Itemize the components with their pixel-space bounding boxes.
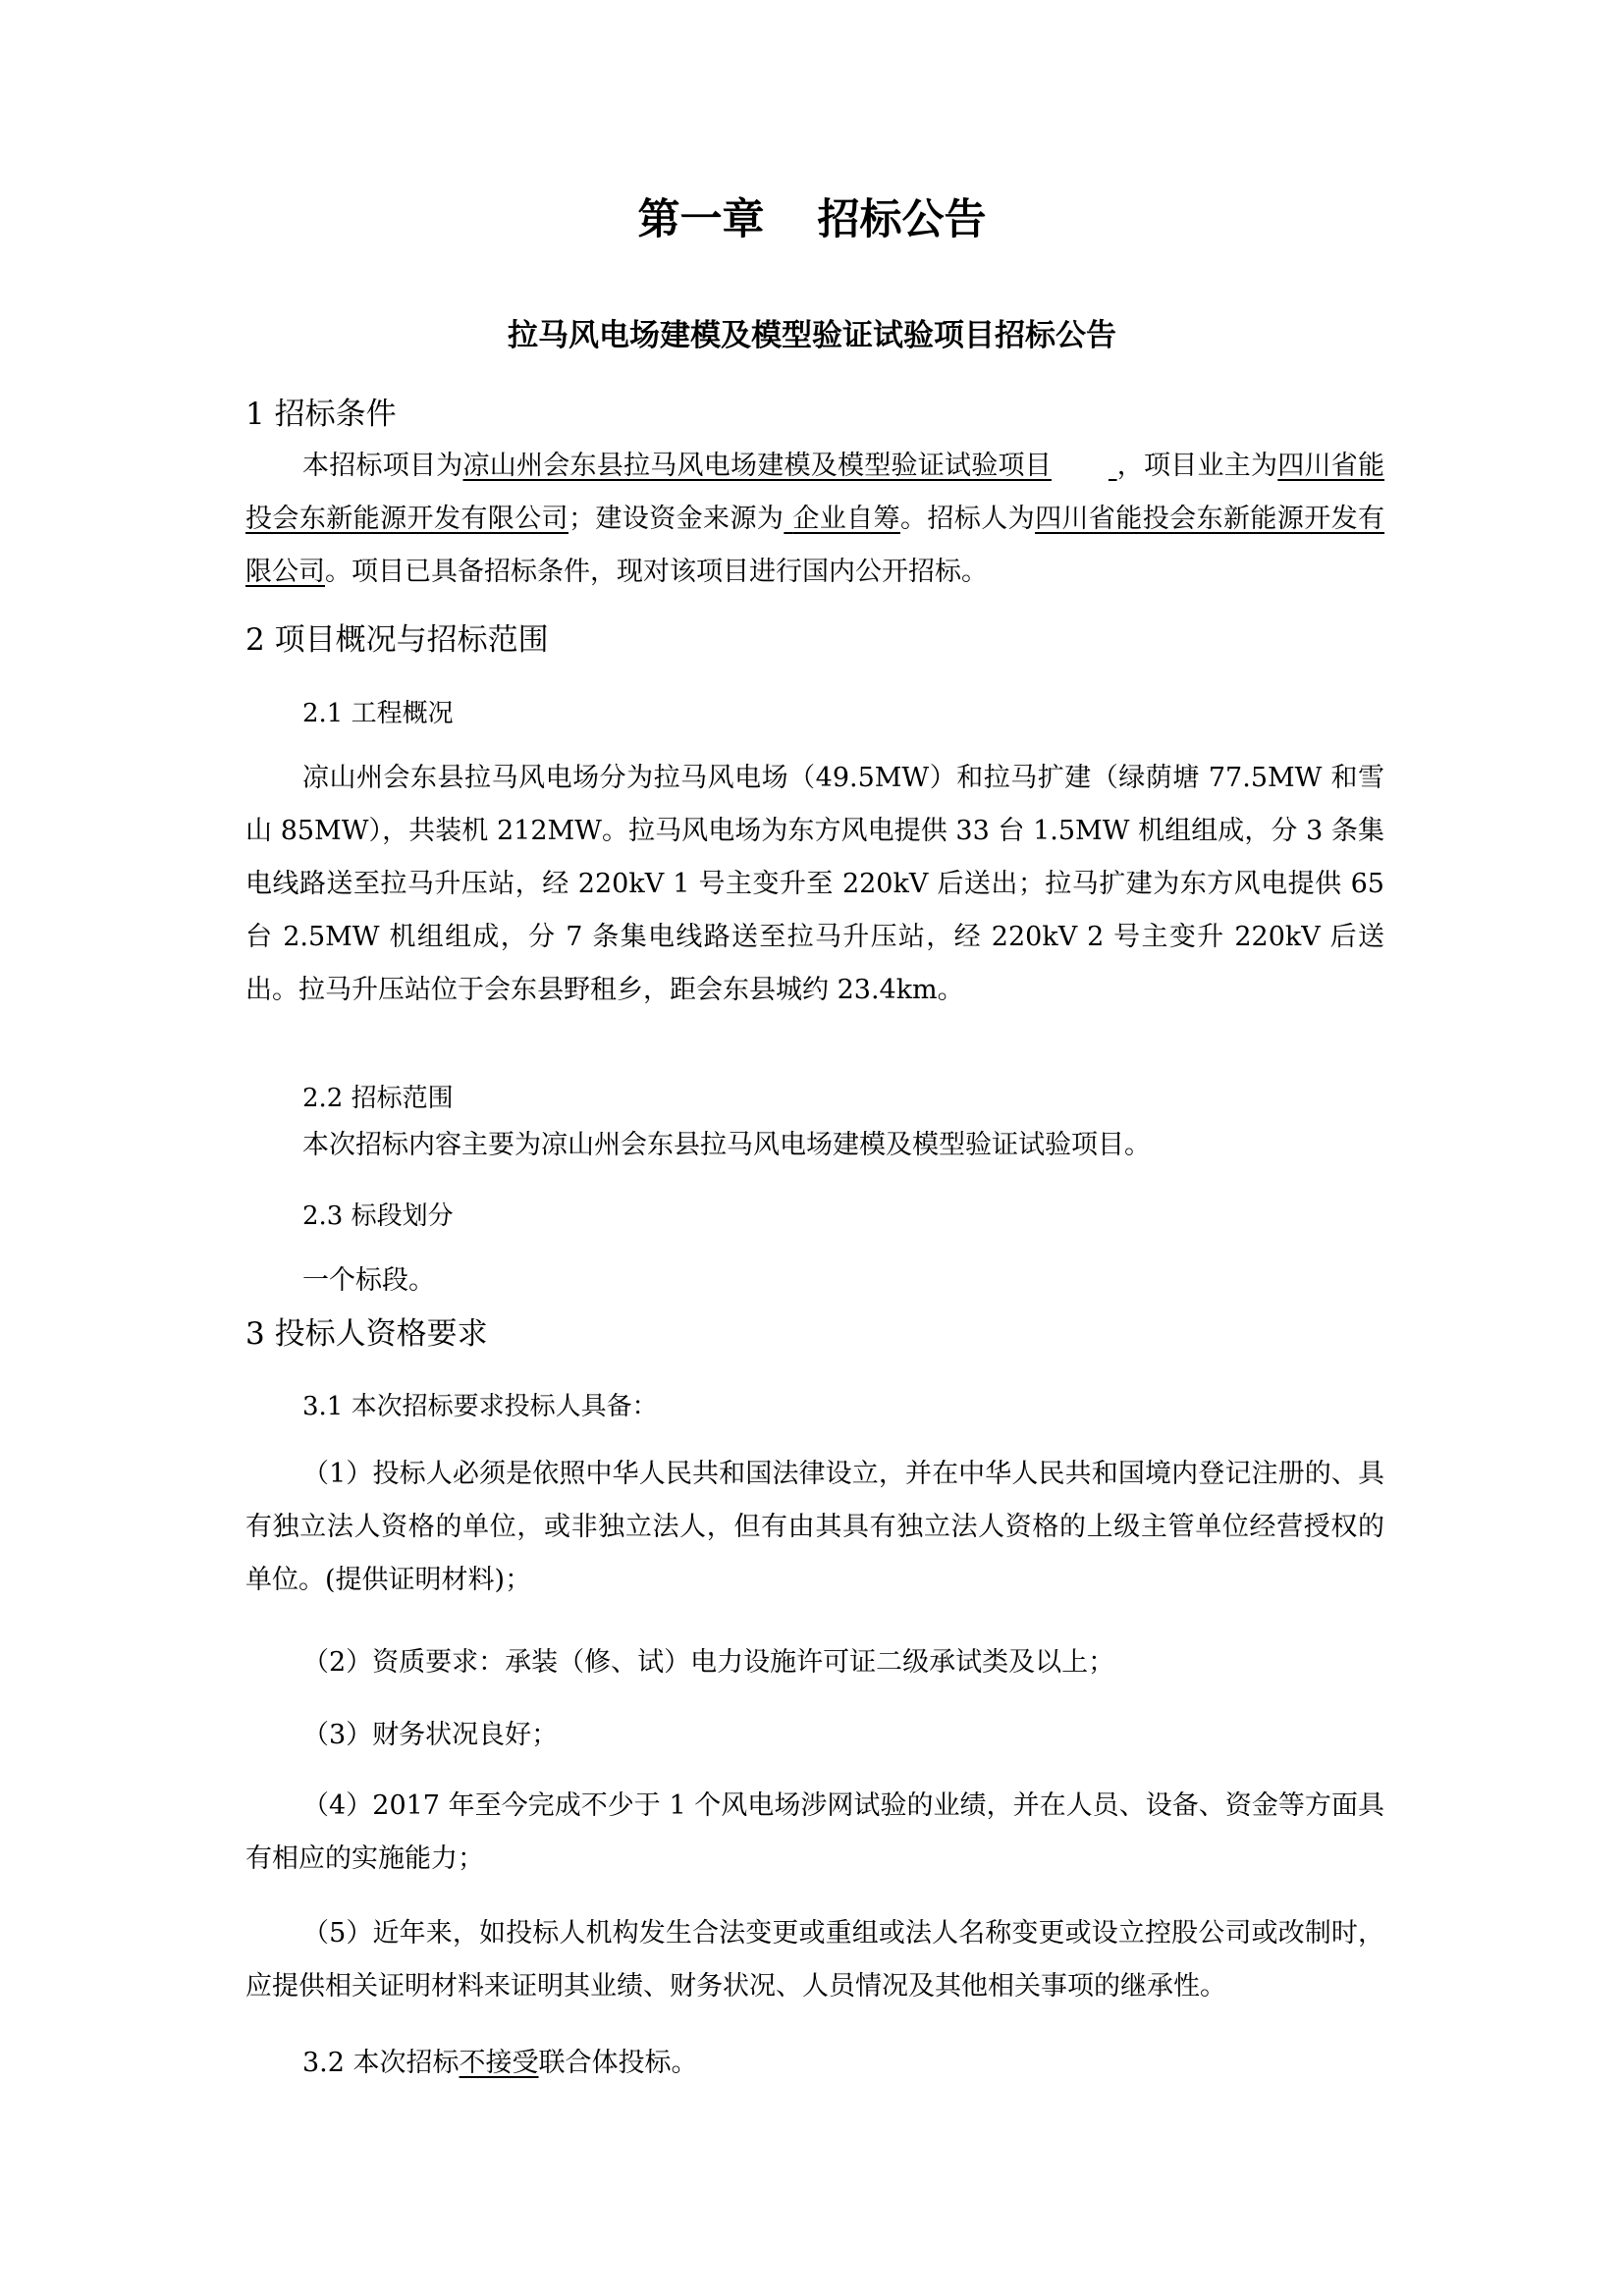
- section-3-1-heading: 3.1 本次招标要求投标人具备：: [302, 1392, 658, 1421]
- section-3-2-paragraph: [245, 2037, 1384, 2090]
- announcement-title: 拉马风电场建模及模型验证试验项目招标公告: [508, 318, 1116, 353]
- requirement-item-5: （5）近年来，如投标人机构发生合法变更或重组或法人名称变更或设立控股公司或改制时，应提供相关证明材料来证明其业绩、财务状况、人员情况及其他相关事项的继承性。: [245, 1918, 1384, 2002]
- section-2-2-heading: 2.2 招标范围: [302, 1084, 454, 1113]
- project-name-underline-tail: [1052, 440, 1117, 493]
- s1-text-e: 。项目已具备招标条件，现对该项目进行国内公开招标。: [325, 557, 988, 587]
- requirement-item-3: （3）财务状况良好；: [302, 1720, 559, 1750]
- fund-source: [784, 504, 900, 534]
- section-1-heading: 1 招标条件: [245, 397, 397, 432]
- section-2-2-paragraph: 本次招标内容主要为凉山州会东县拉马风电场建模及模型验证试验项目。: [302, 1130, 1151, 1160]
- section-2-3-paragraph: 一个标段。: [302, 1265, 435, 1296]
- section-2-1-heading: 2.1 工程概况: [302, 699, 454, 728]
- section-2-3-heading: 2.3 标段划分: [302, 1201, 454, 1231]
- s1-text-d: 。招标人为: [899, 504, 1036, 534]
- chapter-number: 第一章: [637, 195, 765, 244]
- requirement-item-4: （4）2017 年至今完成不少于 1 个风电场涉网试验的业绩，并在人员、设备、资金等方面具有相应的实施能力；: [245, 1790, 1384, 1874]
- project-name: 凉山州会东县拉马风电场建模及模型验证试验项目: [462, 451, 1052, 481]
- section-1-paragraph: [245, 440, 1384, 599]
- consortium-not-accepted: 不接受: [459, 2048, 539, 2078]
- s32-text-c: 联合体投标。: [538, 2048, 698, 2078]
- tenderer-name: 四川省能投会东新能源开发有限公司: [245, 504, 1385, 587]
- s1-text-b: ，项目业主为: [1116, 451, 1278, 481]
- section-3-heading: 3 投标人资格要求: [245, 1316, 488, 1352]
- section-2-heading: 2 项目概况与招标范围: [245, 622, 549, 658]
- requirement-item-2: （2）资质要求：承装（修、试）电力设施许可证二级承试类及以上；: [302, 1647, 1115, 1678]
- chapter-title: [0, 192, 1624, 247]
- project-owner: 四川省能投会东新能源开发有限公司: [245, 451, 1385, 534]
- s1-text-a: 本招标项目为: [302, 451, 463, 481]
- section-2-1-paragraph: 凉山州会东县拉马风电场分为拉马风电场（49.5MW）和拉马扩建（绿荫塘 77.5MW 和雪山 85MW），共装机 212MW。拉马风电场为东方风电提供 33 台 1.5MW 机组组成，分 3 条集电线路送至拉马升压站，经 220kV 1 号主变升至 220kV 后送出；拉马扩建为东方风电提供 65 台 2.5MW 机组组成，分 7 条集电线路送至拉马升压站，经 220kV 2 号主变升 220kV 后送出。拉马升压站位于会东县野租乡，距会东县城约 23.4km。: [245, 763, 1384, 1005]
- s1-text-c: ；建设资金来源为: [568, 504, 785, 534]
- fund-source-value: 企业自筹: [792, 504, 900, 534]
- chapter-name: 招标公告: [817, 195, 987, 244]
- s32-text-a: 3.2 本次招标: [302, 2048, 460, 2078]
- requirement-item-1: （1）投标人必须是依照中华人民共和国法律设立，并在中华人民共和国境内登记注册的、具有独立法人资格的单位，或非独立法人，但有由其具有独立法人资格的上级主管单位经营授权的单位。(提供证明材料)；: [245, 1459, 1384, 1595]
